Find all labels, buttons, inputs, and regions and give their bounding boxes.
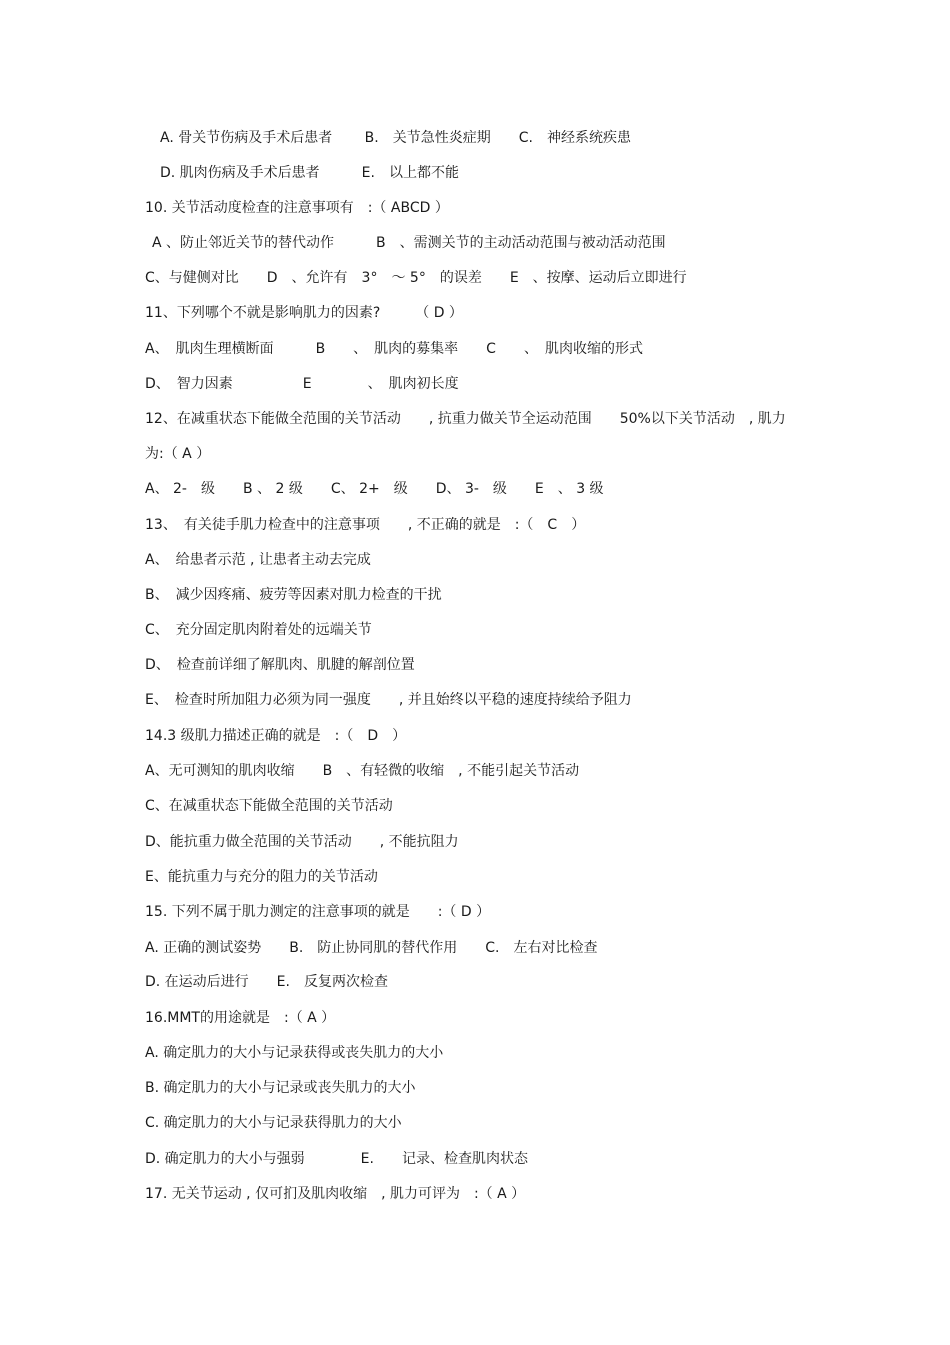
option-line: E、能抗重力与充分的阻力的关节活动 — [145, 869, 378, 885]
option-line: D、 检查前详细了解肌肉、肌腱的解剖位置 — [145, 657, 415, 673]
option-line: A、 2- 级 B 、 2 级 C、 2+ 级 D、 3- 级 E 、 3 级 — [145, 481, 604, 497]
option-line: A. 确定肌力的大小与记录获得或丧失肌力的大小 — [145, 1045, 444, 1061]
option-line: C. 确定肌力的大小与记录获得肌力的大小 — [145, 1115, 402, 1131]
option-line: D、能抗重力做全范围的关节活动 , 不能抗阻力 — [145, 834, 459, 850]
option-line: D、 智力因素 E 、 肌肉初长度 — [145, 376, 459, 392]
option-line: A、 肌肉生理横断面 B 、 肌肉的募集率 C 、 肌肉收缩的形式 — [145, 341, 643, 357]
question-14: 14.3 级肌力描述正确的就是 :（ D ） — [145, 728, 407, 744]
question-12-cont: 为:（ A ） — [145, 446, 211, 462]
option-line: A、 给患者示范 , 让患者主动去完成 — [145, 552, 371, 568]
option-line: A. 骨关节伤病及手术后患者 B. 关节急性炎症期 C. 神经系统疾患 — [160, 130, 631, 146]
option-line: B. 确定肌力的大小与记录或丧失肌力的大小 — [145, 1080, 416, 1096]
option-line: A 、防止邻近关节的替代动作 B 、需测关节的主动活动范围与被动活动范围 — [152, 235, 666, 251]
question-17: 17. 无关节运动 , 仅可扪及肌肉收缩 , 肌力可评为 :（ A ） — [145, 1186, 526, 1202]
option-line: D. 确定肌力的大小与强弱 E. 记录、检查肌肉状态 — [145, 1151, 528, 1167]
question-11: 11、下列哪个不就是影响肌力的因素? （ D ） — [145, 305, 463, 321]
option-line: A. 正确的测试姿势 B. 防止协同肌的替代作用 C. 左右对比检查 — [145, 940, 598, 956]
option-line: B、 减少因疼痛、疲劳等因素对肌力检查的干扰 — [145, 587, 442, 603]
question-10: 10. 关节活动度检查的注意事项有 :（ ABCD ） — [145, 200, 449, 216]
option-line: A、无可测知的肌肉收缩 B 、有轻微的收缩 , 不能引起关节活动 — [145, 763, 580, 779]
question-12: 12、在减重状态下能做全范围的关节活动 , 抗重力做关节全运动范围 50%以下关节活动 , 肌力 — [145, 411, 786, 427]
question-15: 15. 下列不属于肌力测定的注意事项的就是 :（ D ） — [145, 904, 491, 920]
question-13: 13、 有关徒手肌力检查中的注意事项 , 不正确的就是 :（ C ） — [145, 517, 586, 533]
option-line: E、 检查时所加阻力必须为同一强度 , 并且始终以平稳的速度持续给予阻力 — [145, 692, 632, 708]
option-line: C、与健侧对比 D 、允许有 3° ～ 5° 的误差 E 、按摩、运动后立即进行 — [145, 270, 687, 286]
question-16: 16.MMT的用途就是 :（ A ） — [145, 1010, 336, 1026]
option-line: C、 充分固定肌肉附着处的远端关节 — [145, 622, 372, 638]
option-line: D. 在运动后进行 E. 反复两次检查 — [145, 974, 388, 990]
option-line: C、在减重状态下能做全范围的关节活动 — [145, 798, 393, 814]
option-line: D. 肌肉伤病及手术后患者 E. 以上都不能 — [160, 165, 459, 181]
